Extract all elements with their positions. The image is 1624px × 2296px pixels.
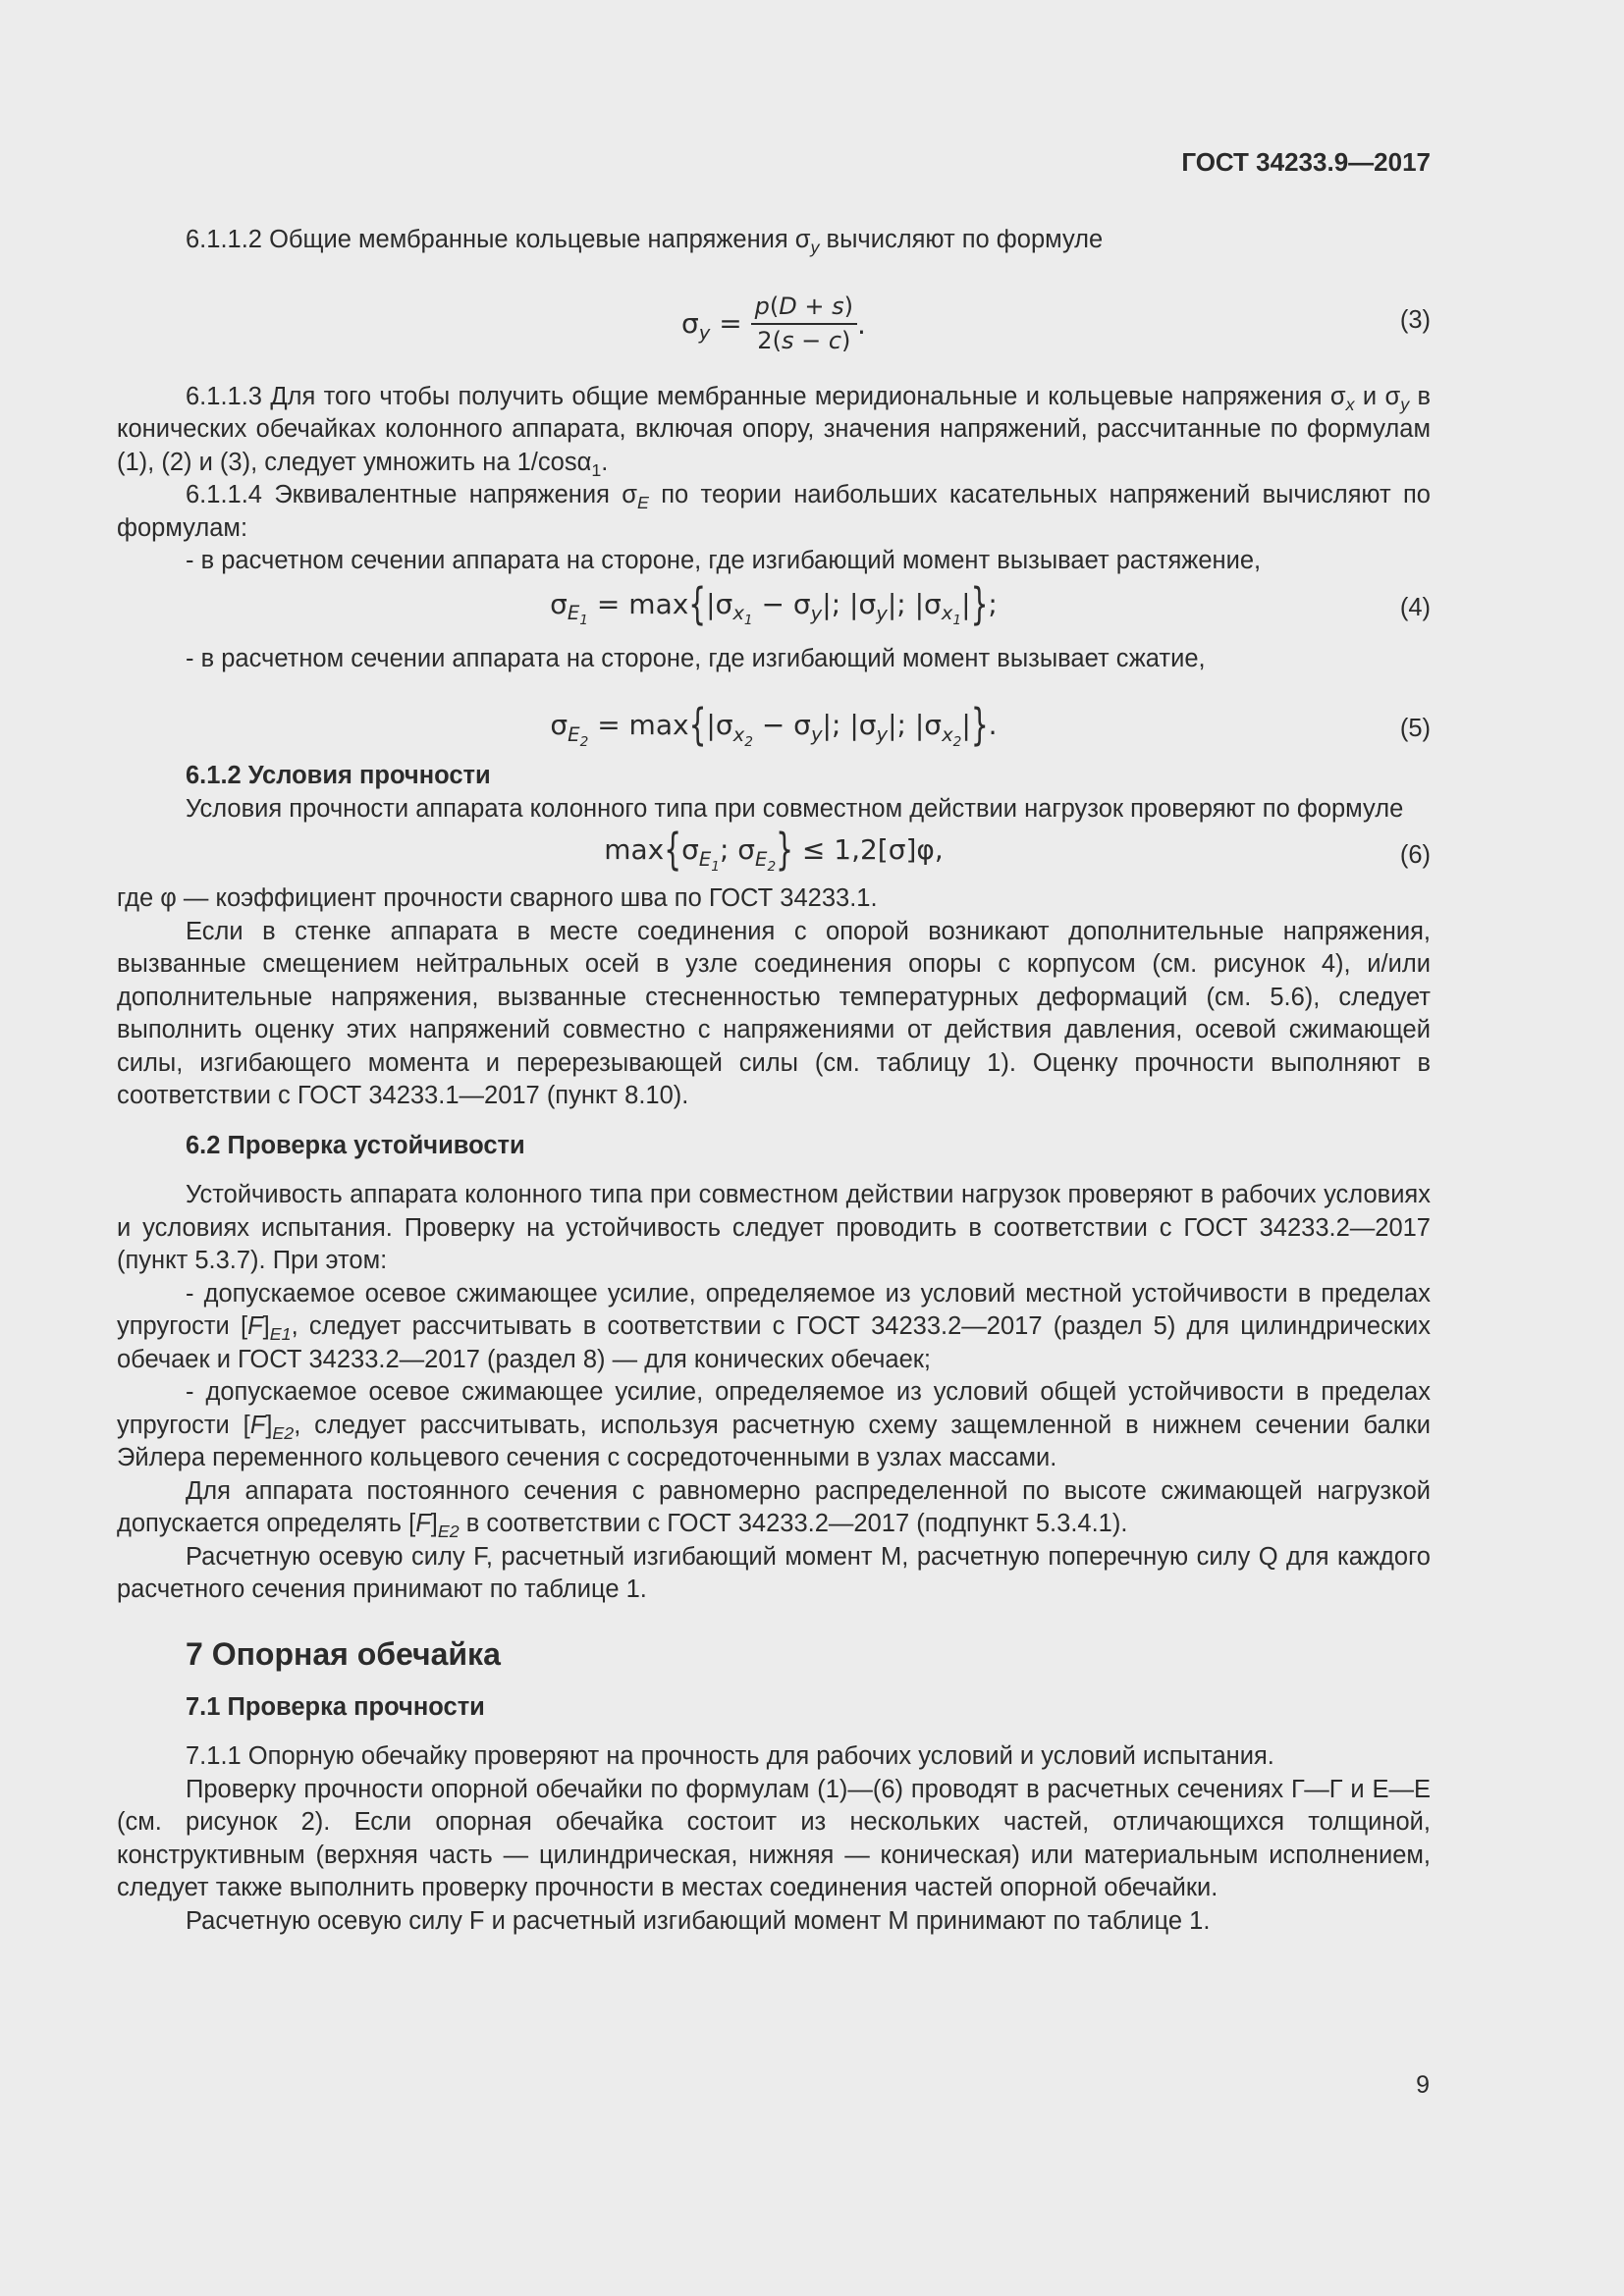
equation-3-number: (3) <box>1399 305 1431 334</box>
paragraph-6-1-1-4: 6.1.1.4 Эквивалентные напряжения $\sigma_E$ по теории наибольших касательных напряжений вычисляют по формулам: <box>117 481 1431 542</box>
paragraph-stretch-side: - в расчетном сечении аппарата на стороне, где изгибающий момент вызывает растяжение, <box>186 547 1262 574</box>
paragraph-design-forces: Расчетную осевую силу F, расчетный изгибающий момент M, расчетную поперечную силу Q для каждого расчетного сечения принимают по таблице 1. <box>117 1542 1431 1603</box>
paragraph-7-1-1: 7.1.1 Опорную обечайку проверяют на прочность для рабочих условий и условий испытания. <box>186 1742 1274 1770</box>
equation-3 <box>117 291 1431 357</box>
paragraph-global-stability: - допускаемое осевое сжимающее усилие, определяемое из условий общей устойчивости в пределах упругости $[F]_{E2}$, следует рассчитывать, используя расчетную схему защемленной в нижнем сечении балки Эйлера переменного кольцевого сечения с сосредоточенными в узлах массами. <box>117 1378 1431 1471</box>
paragraph-local-stability: - допускаемое осевое сжимающее усилие, определяемое из условий местной устойчивости в пределах упругости $[F]_{E1}$, следует рассчитывать в соответствии с ГОСТ 34233.2—2017 (раздел 5) для цилиндрических обечаек и ГОСТ 34233.2—2017 (раздел 8) — для конических обечаек; <box>117 1279 1431 1373</box>
equation-5-body: $\sigma_{E_2} = \max\{|\sigma_{x_2} - \sigma_y|$; $|\sigma_y|$; $|\sigma_{x_2}|$}. <box>550 698 998 751</box>
paragraph-phi-definition: где φ — коэффициент прочности сварного шва по ГОСТ 34233.1. <box>117 884 878 912</box>
heading-7: 7 Опорная обечайка <box>186 1635 501 1672</box>
paragraph-support-forces: Расчетную осевую силу F и расчетный изгибающий момент M принимают по таблице 1. <box>186 1906 1211 1935</box>
paragraph-6-2: Устойчивость аппарата колонного типа при совместном действии нагрузок проверяют в рабочих условиях и условиях испытания. Проверку на устойчивость следует проводить в соответствии с ГОСТ 34233.2—2017 (пункт 5.3.7). При этом: <box>117 1181 1431 1274</box>
paragraph-6-1-2: Условия прочности аппарата колонного типа при совместном действии нагрузок проверяют по формуле <box>186 794 1404 823</box>
heading-7-1: 7.1 Проверка прочности <box>186 1692 485 1721</box>
paragraph-constant-section: Для аппарата постоянного сечения с равномерно распределенной по высоте сжимающей нагрузкой допускается определять $[F]_{E2}$ в соответствии с ГОСТ 34233.2—2017 (подпункт 5.3.4.1). <box>117 1476 1431 1542</box>
paragraph-compress-side: - в расчетном сечении аппарата на стороне, где изгибающий момент вызывает сжатие, <box>186 644 1206 672</box>
equation-4-body: $\sigma_{E_1} = \max\{|\sigma_{x_1} - \sigma_y|$; $|\sigma_y|$; $|\sigma_{x_1}|$}; <box>550 577 998 630</box>
heading-6-1-2: 6.1.2 Условия прочности <box>186 762 491 789</box>
paragraph-support-check: Проверку прочности опорной обечайки по формулам (1)—(6) проводят в расчетных сечениях Г—Г и Е—Е (см. рисунок 2). Если опорная обечайка состоит из нескольких частей, отличающихся толщиной, конструктивным (верхняя часть — цилиндрическая, нижняя — коническая) или материальным исполнением, следует также выполнить проверку прочности в местах соединения частей опорной обечайки. <box>117 1775 1431 1901</box>
paragraph-6-1-1-3: 6.1.1.3 Для того чтобы получить общие мембранные меридиональные и кольцевые напряжения $\sigma_x$ и $\sigma_y$ в конических обечайках колонного аппарата, включая опору, значения напряжений, рассчитанные по формулам (1), (2) и (3), следует умножить на 1/cosα$_1$. <box>117 382 1431 480</box>
equation-4 <box>117 578 1431 639</box>
equation-6-number: (6) <box>1399 841 1431 869</box>
equation-6-body: $\max\{\sigma_{E_1}$; $\sigma_{E_2}\} \le 1,2[\sigma]\varphi$, <box>604 823 944 876</box>
paragraph-6-1-1-2: 6.1.1.2 Общие мембранные кольцевые напряжения $\sigma_y$ вычисляют по формуле <box>186 226 1104 258</box>
equation-5 <box>117 699 1431 760</box>
equation-5-number: (5) <box>1399 715 1431 742</box>
equation-4-number: (4) <box>1399 593 1431 621</box>
document-header: ГОСТ 34233.9—2017 <box>1181 147 1431 177</box>
page-content <box>117 0 1431 1938</box>
equation-6 <box>117 823 1431 882</box>
page-number: 9 <box>1416 2071 1430 2099</box>
heading-6-2: 6.2 Проверка устойчивости <box>186 1131 525 1159</box>
equation-3-body: $\sigma_y$ = $\frac{p(D + s)}{2(s - c)}$ . <box>681 292 866 354</box>
paragraph-extra-stresses: Если в стенке аппарата в месте соединения с опорой возникают дополнительные напряжения, вызванные смещением нейтральных осей в узле соединения опоры с корпусом (см. рисунок 4), и/или дополнительные напряжения, вызванные стесненностью температурных деформаций (см. 5.6), следует выполнить оценку этих напряжений совместно с напряжениями от действия давления, осевой сжимающей силы, изгибающего момента и перерезывающей силы (см. таблицу 1). Оценку прочности выполняют в соответствии с ГОСТ 34233.1—2017 (пункт 8.10). <box>117 917 1431 1109</box>
